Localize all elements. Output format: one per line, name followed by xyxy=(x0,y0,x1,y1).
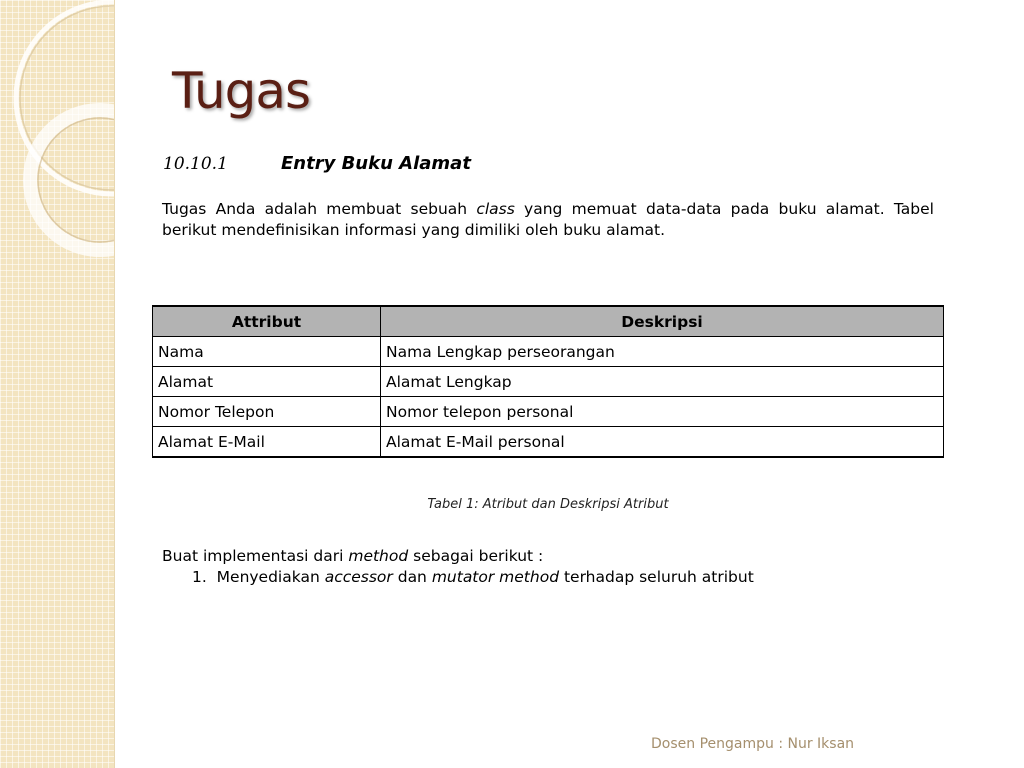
item-text-2: dan xyxy=(392,568,432,586)
table-cell: Nama xyxy=(153,337,381,367)
section-number: 10.10.1 xyxy=(163,154,228,174)
table-cell: Nomor telepon personal xyxy=(381,397,944,427)
list-item-number: 1. xyxy=(192,568,207,586)
table-cell: Alamat Lengkap xyxy=(381,367,944,397)
table-header-row xyxy=(153,306,944,337)
intro-text-1: Tugas Anda adalah membuat sebuah xyxy=(162,200,477,218)
table-header: Attribut xyxy=(153,306,381,337)
table-row xyxy=(153,397,944,427)
table-header: Deskripsi xyxy=(381,306,944,337)
table-row xyxy=(153,427,944,458)
table-caption: Tabel 1: Atribut dan Deskripsi Atribut xyxy=(427,497,669,512)
table-cell: Nomor Telepon xyxy=(153,397,381,427)
slide-title: Tugas xyxy=(172,62,311,120)
item-italic-2: mutator method xyxy=(431,568,560,586)
intro-italic: class xyxy=(476,200,515,218)
impl-italic: method xyxy=(348,547,409,565)
implementation-text xyxy=(162,546,543,567)
impl-text-2: sebagai berikut : xyxy=(408,547,544,565)
impl-text-1: Buat implementasi dari xyxy=(162,547,349,565)
intro-paragraph xyxy=(162,199,934,241)
implementation-list-item xyxy=(192,567,754,588)
decorative-sidebar xyxy=(0,0,115,768)
table-row xyxy=(153,367,944,397)
intro-text-2: yang memuat data-data pada buku alamat. Tabel berikut mendefinisikan informasi yang dimiliki oleh buku alamat. xyxy=(162,200,934,239)
attribute-table xyxy=(152,305,944,458)
footer-lecturer: Dosen Pengampu : Nur Iksan xyxy=(651,736,855,752)
item-text-1: Menyediakan xyxy=(216,568,325,586)
decorative-circles xyxy=(0,0,114,768)
table-cell: Alamat E-Mail xyxy=(153,427,381,458)
section-title: Entry Buku Alamat xyxy=(281,153,471,174)
item-text-3: terhadap seluruh atribut xyxy=(559,568,754,586)
table-cell: Nama Lengkap perseorangan xyxy=(381,337,944,367)
table-row xyxy=(153,337,944,367)
item-italic-1: accessor xyxy=(324,568,393,586)
table-cell: Alamat E-Mail personal xyxy=(381,427,944,458)
table-cell: Alamat xyxy=(153,367,381,397)
